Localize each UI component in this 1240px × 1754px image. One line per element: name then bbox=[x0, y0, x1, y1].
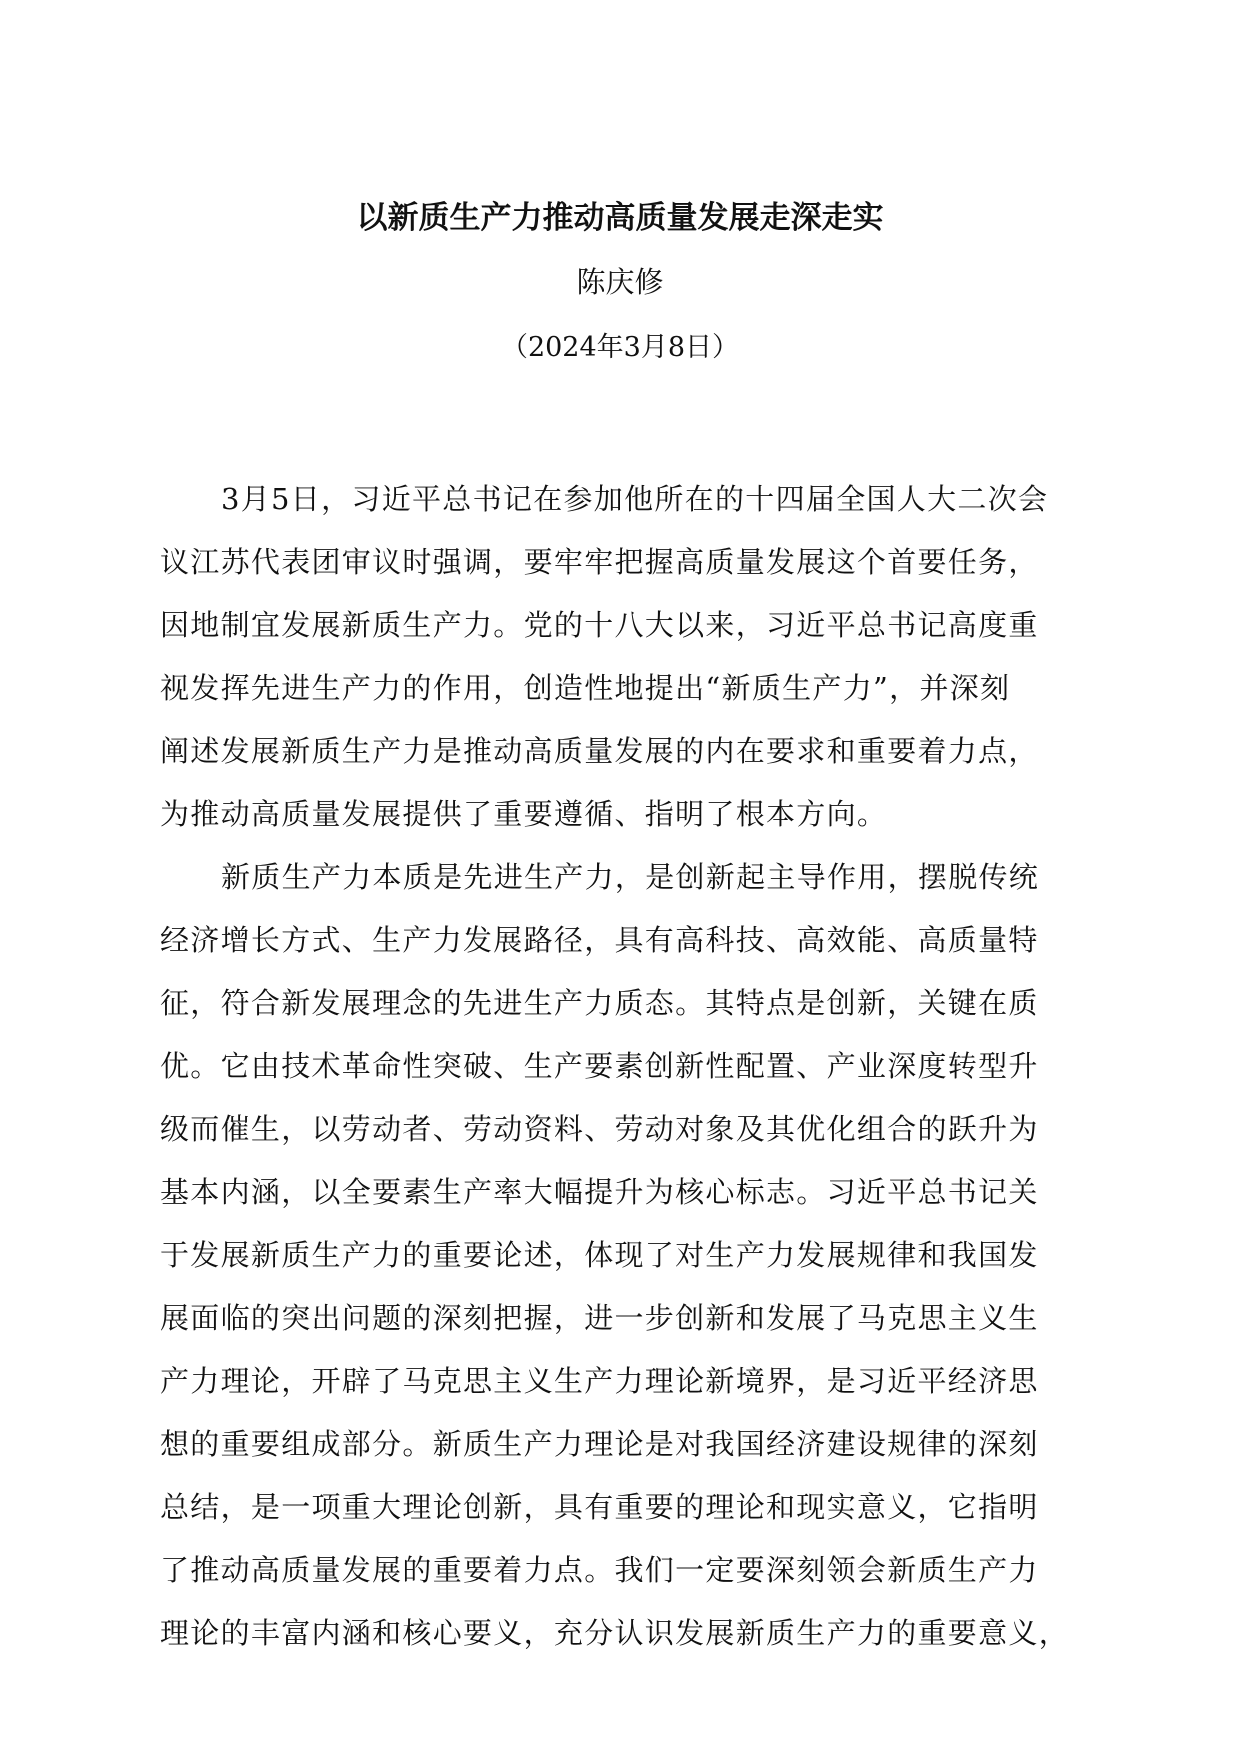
paragraph-line: 优。它由技术革命性突破、生产要素创新性配置、产业深度转型升 bbox=[160, 1049, 1039, 1083]
paragraph-line: 展面临的突出问题的深刻把握，进一步创新和发展了马克思主义生 bbox=[160, 1301, 1039, 1335]
document-body bbox=[160, 468, 1070, 1665]
paragraph-line: 为推动高质量发展提供了重要遵循、指明了根本方向。 bbox=[160, 797, 888, 831]
document-title: 以新质生产力推动高质量发展走深走实 bbox=[356, 200, 884, 236]
paragraph-line: 视发挥先进生产力的作用，创造性地提出“新质生产力”，并深刻 bbox=[160, 671, 1011, 705]
paragraph-line: 新质生产力本质是先进生产力，是创新起主导作用，摆脱传统 bbox=[221, 860, 1040, 894]
paragraph-line: 征，符合新发展理念的先进生产力质态。其特点是创新，关键在质 bbox=[160, 986, 1039, 1020]
paragraph-line: 经济增长方式、生产力发展路径，具有高科技、高效能、高质量特 bbox=[160, 923, 1039, 957]
paragraph-line: 因地制宜发展新质生产力。党的十八大以来，习近平总书记高度重 bbox=[160, 608, 1039, 642]
paragraph-line: 3月5日，习近平总书记在参加他所在的十四届全国人大二次会 bbox=[221, 482, 1049, 516]
document-date: （2024年3月8日） bbox=[500, 332, 740, 363]
paragraph-line: 阐述发展新质生产力是推动高质量发展的内在要求和重要着力点， bbox=[160, 734, 1039, 768]
paragraph-line: 于发展新质生产力的重要论述，体现了对生产力发展规律和我国发 bbox=[160, 1238, 1039, 1272]
paragraph-line: 了推动高质量发展的重要着力点。我们一定要深刻领会新质生产力 bbox=[160, 1553, 1039, 1587]
paragraph-line: 级而催生，以劳动者、劳动资料、劳动对象及其优化组合的跃升为 bbox=[160, 1112, 1039, 1146]
paragraph-line: 议江苏代表团审议时强调，要牢牢把握高质量发展这个首要任务， bbox=[160, 545, 1039, 579]
paragraph-2 bbox=[160, 846, 1070, 1665]
paragraph-1 bbox=[160, 468, 1049, 846]
paragraph-line: 产力理论，开辟了马克思主义生产力理论新境界，是习近平经济思 bbox=[160, 1364, 1039, 1398]
paragraph-line: 总结，是一项重大理论创新，具有重要的理论和现实意义，它指明 bbox=[160, 1490, 1039, 1524]
paragraph-line: 想的重要组成部分。新质生产力理论是对我国经济建设规律的深刻 bbox=[160, 1427, 1039, 1461]
paragraph-line: 理论的丰富内涵和核心要义，充分认识发展新质生产力的重要意义， bbox=[160, 1616, 1070, 1650]
paragraph-line: 基本内涵，以全要素生产率大幅提升为核心标志。习近平总书记关 bbox=[160, 1175, 1039, 1209]
document-author: 陈庆修 bbox=[576, 265, 664, 299]
